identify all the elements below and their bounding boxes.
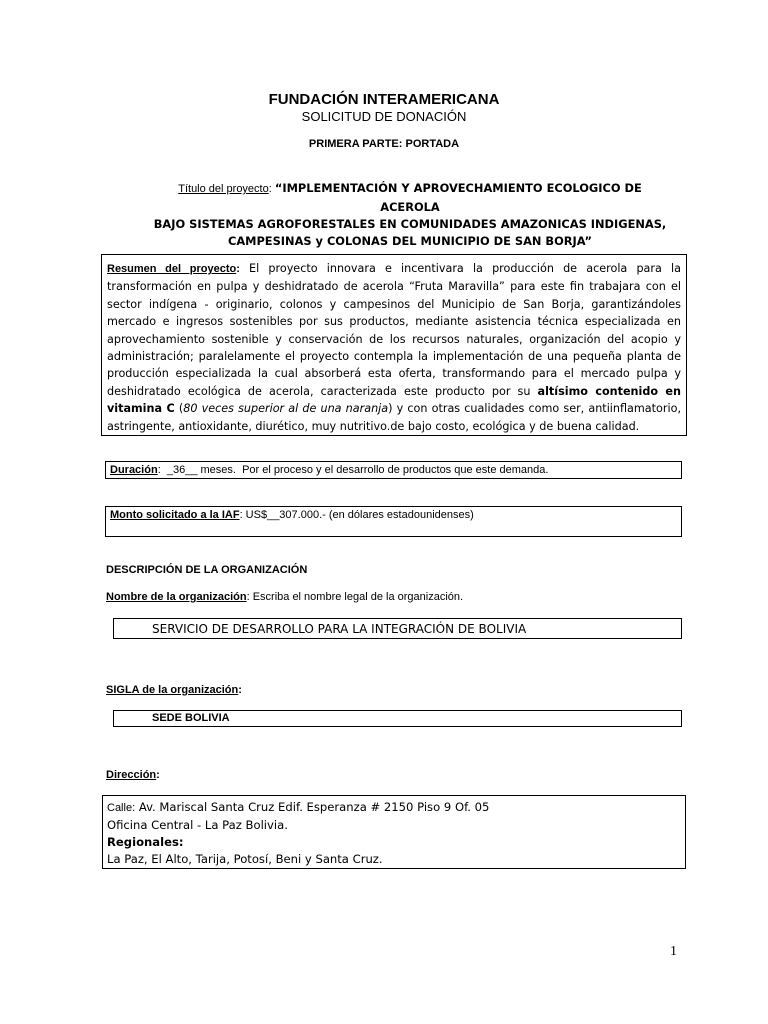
address-line: Dirección: [106, 769, 160, 781]
sigla-line: SIGLA de la organización: [106, 684, 242, 696]
project-title-label: Título del proyecto [178, 183, 269, 195]
address-office: Oficina Central - La Paz Bolivia. [107, 818, 288, 832]
document-title: FUNDACIÓN INTERAMERICANA [268, 91, 500, 108]
address-box [102, 795, 686, 869]
regionales-label: Regionales: [107, 835, 184, 849]
duration-value: _36__ meses. Por el proceso y el desarrollo de productos que este demanda. [160, 464, 549, 476]
address-street: Av. Mariscal Santa Cruz Edif. Esperanza # 2150 Piso 9 Of. 05 [138, 800, 490, 814]
organization-name-field: SERVICIO DE DESARROLLO PARA LA INTEGRACIÓN DE BOLIVIA [113, 618, 682, 639]
document-subtitle: SOLICITUD DE DONACIÓN [301, 109, 467, 124]
page-number: 1 [670, 944, 677, 959]
project-title-line1: “IMPLEMENTACIÓN Y APROVECHAMIENTO ECOLOGICO DE ACEROLA [274, 181, 642, 214]
part-heading: PRIMERA PARTE: PORTADA [308, 138, 460, 150]
project-title-line3: CAMPESINAS y COLONAS DEL MUNICIPIO DE SAN BORJA” [227, 234, 593, 248]
organization-name-line [106, 591, 463, 603]
summary-text: El proyecto innovara e incentivara la producción de acerola para la transformación en pulpa y deshidratado de acerola “Fruta Maravilla” para este fin trabajara con el sector indígena - originario, colonos y campesinos del Municipio de San Borja, garantizándoles mercado e ingresos sostenibles por sus productos, mediante asistencia técnica especializada en aprovechamiento sostenible y conservación de los recursos naturales, organización del acopio y administración; paralelamente el proyecto contempla la implementación de una pequeña planta de producción especializada la cual absorberá esta oferta, transformando para el mercado pulpa y deshidratado ecológica de acerola, caracterizada este producto por su [107, 262, 681, 398]
address-label: Dirección [106, 769, 157, 781]
organization-section-heading: DESCRIPCIÓN DE LA ORGANIZACIÓN [106, 564, 308, 576]
summary-label: Resumen del proyecto [107, 263, 237, 275]
organization-name-hint: : Escriba el nombre legal de la organización. [246, 591, 464, 603]
amount-value: : US$__307.000.- (en dólares estadounidenses) [239, 509, 474, 521]
sigla-field: SEDE BOLIVIA [113, 710, 682, 727]
amount-label: Monto solicitado a la IAF [110, 509, 240, 521]
amount-box [105, 506, 682, 537]
project-summary-box: Resumen del proyecto: El proyecto innovara e incentivara la producción de acerola para la transformación en pulpa y deshidratado de acerola “Fruta Maravilla” para este fin trabajara con el sector indígena - originario, colonos y campesinos del Municipio de San Borja, garantizándoles mercado e ingresos sostenibles por sus productos, mediante asistencia técnica especializada en aprovechamiento sostenible y conservación de los recursos naturales, organización del acopio y administración; paralelamente el proyecto contempla la implementación de una pequeña planta de producción especializada la cual absorberá esta oferta, transformando para el mercado pulpa y deshidratado ecológica de acerola, caracterizada este producto por su altísimo contenido en vitamina C (80 veces superior al de una naranja) y con otras cualidades como ser, antiinflamatorio, astringente, antioxidante, diurético, muy nutritivo.de bajo costo, ecológica y de buena calidad. [101, 254, 687, 436]
sigla-label: SIGLA de la organización [106, 684, 239, 696]
duration-box: Duración: _36__ meses. Por el proceso y el desarrollo de productos que este demanda. [105, 461, 682, 479]
regionales-value: La Paz, El Alto, Tarija, Potosí, Beni y Santa Cruz. [107, 852, 383, 866]
summary-highlight: altísimo contenido en vitamina C [107, 384, 681, 416]
summary-italic: 80 veces superior al de una naranja [183, 402, 389, 416]
project-title-block: Título del proyecto: “IMPLEMENTACIÓN Y APROVECHAMIENTO ECOLOGICO DE ACEROLA BAJO SISTEMAS AGROFORESTALES EN COMUNIDADES AMAZONICAS INDIGENAS, CAMPESINAS y COLONAS DEL MUNICIPIO DE SAN BORJA” [150, 179, 670, 250]
duration-label: Duración [110, 464, 158, 476]
address-calle-label: Calle: [107, 802, 136, 814]
organization-name-label: Nombre de la organización [106, 591, 247, 603]
project-title-line2: BAJO SISTEMAS AGROFORESTALES EN COMUNIDADES AMAZONICAS INDIGENAS, [153, 217, 667, 231]
summary-text-end: y con otras cualidades como ser, antiinflamatorio, astringente, antioxidante, diurético, muy nutritivo.de bajo costo, ecológica y de buena calidad. [107, 402, 681, 433]
